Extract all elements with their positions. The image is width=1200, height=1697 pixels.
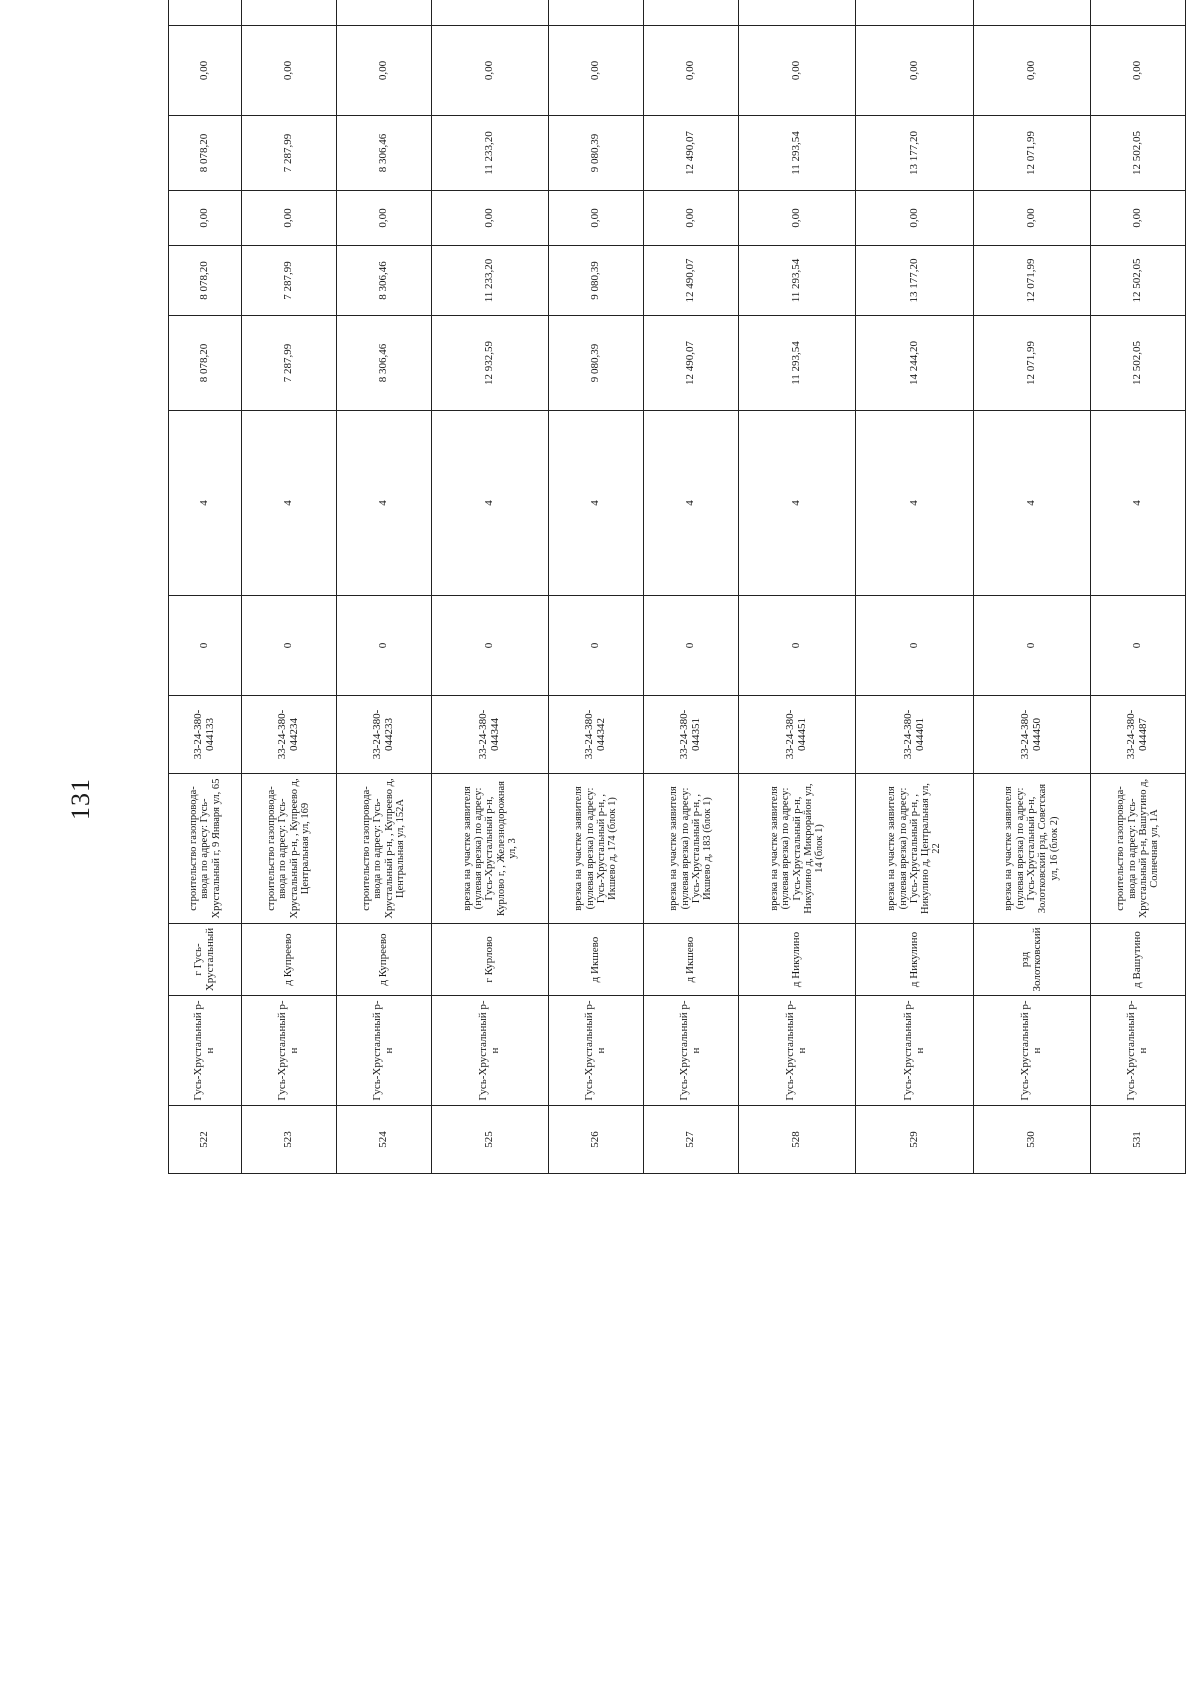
table-row — [431, 0, 548, 1174]
value-cell-8 — [856, 0, 973, 26]
locality-cell: д Икшево — [549, 924, 644, 996]
district-cell: Гусь-Хрустальный р-н — [739, 996, 856, 1106]
value-cell-5: 0,00 — [169, 191, 242, 246]
value-cell-1: 0 — [241, 596, 336, 696]
locality-cell: д Купреево — [336, 924, 431, 996]
value-cell-6: 12 502,05 — [1090, 116, 1185, 191]
value-cell-2: 4 — [336, 411, 431, 596]
value-cell-5: 0,00 — [336, 191, 431, 246]
value-cell-5: 0,00 — [739, 191, 856, 246]
value-cell-1: 0 — [336, 596, 431, 696]
description-cell: строительство газопровода-ввода по адресу: Гусь-Хрустальный г, 9 Января ул, 65 — [169, 774, 242, 924]
value-cell-4: 11 233,20 — [431, 246, 548, 316]
value-cell-4: 8 078,20 — [169, 246, 242, 316]
value-cell-3: 12 071,99 — [973, 316, 1090, 411]
value-cell-8 — [336, 0, 431, 26]
register-table-container — [168, 60, 1186, 1174]
row-number-cell: 530 — [973, 1106, 1090, 1174]
value-cell-1: 0 — [549, 596, 644, 696]
value-cell-3: 9 080,39 — [549, 316, 644, 411]
value-cell-4: 8 306,46 — [336, 246, 431, 316]
description-cell: строительство газопровода-ввода по адресу: Гусь-Хрустальный р-н, Вашутино д, Солнечная ул, 1А — [1090, 774, 1185, 924]
district-cell: Гусь-Хрустальный р-н — [973, 996, 1090, 1106]
table-row — [169, 0, 242, 1174]
value-cell-5: 0,00 — [431, 191, 548, 246]
value-cell-4: 11 293,54 — [739, 246, 856, 316]
row-number-cell: 529 — [856, 1106, 973, 1174]
value-cell-2: 4 — [856, 411, 973, 596]
register-table — [168, 0, 1186, 1174]
description-cell: врезка на участке заявителя (нулевая врезка) по адресу: Гусь-Хрустальный р-н, , Икшево д, 183 (блок 1) — [644, 774, 739, 924]
table-row — [973, 0, 1090, 1174]
value-cell-8 — [431, 0, 548, 26]
value-cell-4: 12 490,07 — [644, 246, 739, 316]
district-cell: Гусь-Хрустальный р-н — [549, 996, 644, 1106]
cadastral-code-cell: 33-24-380-044401 — [856, 696, 973, 774]
locality-cell: д Вашутино — [1090, 924, 1185, 996]
value-cell-4: 12 071,99 — [973, 246, 1090, 316]
cadastral-code-cell: 33-24-380-044234 — [241, 696, 336, 774]
cadastral-code-cell: 33-24-380-044487 — [1090, 696, 1185, 774]
description-cell: строительство газопровода-ввода по адресу: Гусь-Хрустальный р-н, , Купреево д, Центральная ул, 169 — [241, 774, 336, 924]
table-row — [549, 0, 644, 1174]
cadastral-code-cell: 33-24-380-044133 — [169, 696, 242, 774]
value-cell-3: 11 293,54 — [739, 316, 856, 411]
locality-cell: д Икшево — [644, 924, 739, 996]
table-row — [856, 0, 973, 1174]
value-cell-6: 13 177,20 — [856, 116, 973, 191]
cadastral-code-cell: 33-24-380-044344 — [431, 696, 548, 774]
value-cell-8 — [973, 0, 1090, 26]
value-cell-5: 0,00 — [644, 191, 739, 246]
value-cell-1: 0 — [856, 596, 973, 696]
value-cell-2: 4 — [549, 411, 644, 596]
value-cell-3: 12 932,59 — [431, 316, 548, 411]
table-row — [1090, 0, 1185, 1174]
cadastral-code-cell: 33-24-380-044351 — [644, 696, 739, 774]
page-number: 131 — [66, 778, 95, 820]
description-cell: врезка на участке заявителя (нулевая врезка) по адресу: Гусь-Хрустальный р-н, Никулино д, Микрорайон ул, 14 (блок 1) — [739, 774, 856, 924]
value-cell-7: 0,00 — [336, 26, 431, 116]
value-cell-7: 0,00 — [644, 26, 739, 116]
value-cell-7: 0,00 — [169, 26, 242, 116]
description-cell: строительство газопровода-ввода по адресу: Гусь-Хрустальный р-н, , Купреево д, Центральная ул, 152А — [336, 774, 431, 924]
locality-cell: г Курлово — [431, 924, 548, 996]
row-number-cell: 525 — [431, 1106, 548, 1174]
value-cell-7: 0,00 — [431, 26, 548, 116]
row-number-cell: 524 — [336, 1106, 431, 1174]
locality-cell: д Никулино — [739, 924, 856, 996]
value-cell-2: 4 — [169, 411, 242, 596]
cadastral-code-cell: 33-24-380-044451 — [739, 696, 856, 774]
district-cell: Гусь-Хрустальный р-н — [336, 996, 431, 1106]
value-cell-7: 0,00 — [241, 26, 336, 116]
value-cell-1: 0 — [1090, 596, 1185, 696]
value-cell-4: 9 080,39 — [549, 246, 644, 316]
value-cell-5: 0,00 — [973, 191, 1090, 246]
locality-cell: рзд Золотковский — [973, 924, 1090, 996]
value-cell-2: 4 — [431, 411, 548, 596]
value-cell-1: 0 — [169, 596, 242, 696]
value-cell-5: 0,00 — [1090, 191, 1185, 246]
value-cell-3: 8 078,20 — [169, 316, 242, 411]
value-cell-6: 8 306,46 — [336, 116, 431, 191]
value-cell-3: 12 502,05 — [1090, 316, 1185, 411]
value-cell-4: 12 502,05 — [1090, 246, 1185, 316]
row-number-cell: 522 — [169, 1106, 242, 1174]
value-cell-8 — [1090, 0, 1185, 26]
cadastral-code-cell: 33-24-380-044233 — [336, 696, 431, 774]
value-cell-1: 0 — [739, 596, 856, 696]
value-cell-6: 8 078,20 — [169, 116, 242, 191]
description-cell: врезка на участке заявителя (нулевая врезка) по адресу: Гусь-Хрустальный р-н, , Никулино д, Центральная ул, 22 — [856, 774, 973, 924]
value-cell-7: 0,00 — [856, 26, 973, 116]
value-cell-6: 12 071,99 — [973, 116, 1090, 191]
table-row — [336, 0, 431, 1174]
value-cell-4: 7 287,99 — [241, 246, 336, 316]
value-cell-1: 0 — [431, 596, 548, 696]
value-cell-8 — [739, 0, 856, 26]
district-cell: Гусь-Хрустальный р-н — [1090, 996, 1185, 1106]
value-cell-6: 12 490,07 — [644, 116, 739, 191]
description-cell: врезка на участке заявителя (нулевая врезка) по адресу: Гусь-Хрустальный р-н, Золотковский рзд, Советская ул, 16 (блок 2) — [973, 774, 1090, 924]
value-cell-2: 4 — [739, 411, 856, 596]
locality-cell: г Гусь-Хрустальный — [169, 924, 242, 996]
row-number-cell: 531 — [1090, 1106, 1185, 1174]
table-row — [739, 0, 856, 1174]
cadastral-code-cell: 33-24-380-044342 — [549, 696, 644, 774]
value-cell-5: 0,00 — [241, 191, 336, 246]
value-cell-2: 4 — [241, 411, 336, 596]
value-cell-8 — [644, 0, 739, 26]
value-cell-5: 0,00 — [856, 191, 973, 246]
value-cell-3: 7 287,99 — [241, 316, 336, 411]
description-cell: врезка на участке заявителя (нулевая врезка) по адресу: Гусь-Хрустальный р-н, Курлово г, , Железнодорожная ул, 3 — [431, 774, 548, 924]
row-number-cell: 526 — [549, 1106, 644, 1174]
value-cell-6: 11 293,54 — [739, 116, 856, 191]
description-cell: врезка на участке заявителя (нулевая врезка) по адресу: Гусь-Хрустальный р-н, , Икшево д, 174 (блок 1) — [549, 774, 644, 924]
value-cell-8 — [549, 0, 644, 26]
district-cell: Гусь-Хрустальный р-н — [431, 996, 548, 1106]
value-cell-6: 11 233,20 — [431, 116, 548, 191]
value-cell-6: 9 080,39 — [549, 116, 644, 191]
value-cell-6: 7 287,99 — [241, 116, 336, 191]
district-cell: Гусь-Хрустальный р-н — [241, 996, 336, 1106]
value-cell-1: 0 — [644, 596, 739, 696]
value-cell-7: 0,00 — [549, 26, 644, 116]
table-row — [241, 0, 336, 1174]
row-number-cell: 523 — [241, 1106, 336, 1174]
value-cell-7: 0,00 — [973, 26, 1090, 116]
value-cell-3: 8 306,46 — [336, 316, 431, 411]
value-cell-2: 4 — [644, 411, 739, 596]
locality-cell: д Купреево — [241, 924, 336, 996]
value-cell-7: 0,00 — [739, 26, 856, 116]
value-cell-3: 12 490,07 — [644, 316, 739, 411]
value-cell-4: 13 177,20 — [856, 246, 973, 316]
value-cell-3: 14 244,20 — [856, 316, 973, 411]
value-cell-1: 0 — [973, 596, 1090, 696]
value-cell-8 — [169, 0, 242, 26]
locality-cell: д Никулино — [856, 924, 973, 996]
cadastral-code-cell: 33-24-380-044450 — [973, 696, 1090, 774]
value-cell-2: 4 — [1090, 411, 1185, 596]
district-cell: Гусь-Хрустальный р-н — [169, 996, 242, 1106]
row-number-cell: 528 — [739, 1106, 856, 1174]
value-cell-7: 0,00 — [1090, 26, 1185, 116]
value-cell-5: 0,00 — [549, 191, 644, 246]
district-cell: Гусь-Хрустальный р-н — [856, 996, 973, 1106]
district-cell: Гусь-Хрустальный р-н — [644, 996, 739, 1106]
row-number-cell: 527 — [644, 1106, 739, 1174]
table-row — [644, 0, 739, 1174]
value-cell-8 — [241, 0, 336, 26]
value-cell-2: 4 — [973, 411, 1090, 596]
